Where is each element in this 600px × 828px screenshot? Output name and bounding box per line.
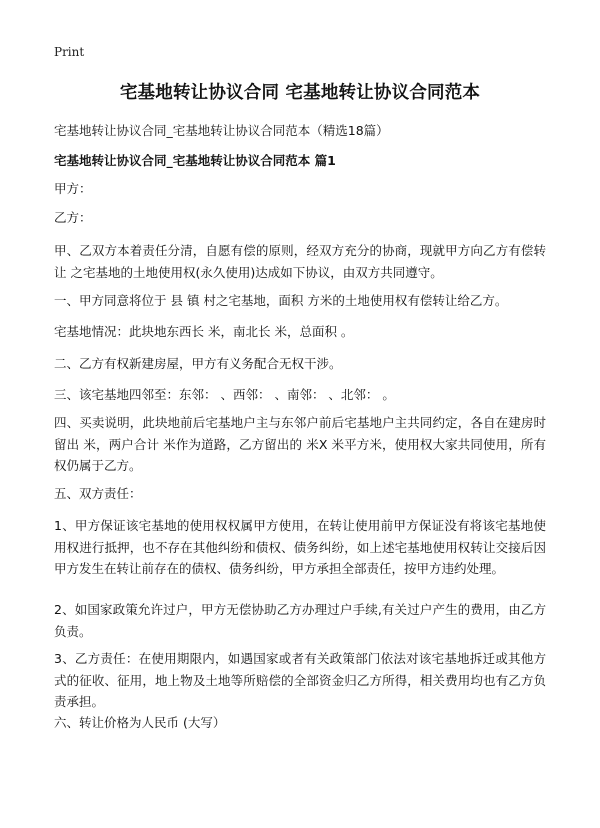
clause-1: 一、甲方同意将位于 县 镇 村之宅基地，面积 方米的土地使用权有偿转让给乙方。: [54, 293, 508, 308]
page-title: 宅基地转让协议合同 宅基地转让协议合同范本: [119, 83, 481, 103]
intro-paragraph: 甲、乙双方本着责任分清，自愿有偿的原则，经双方充分的协商，现就甲方向乙方有偿转让 之宅基地的土地使用权(永久使用)达成如下协议，由双方共同遵守。: [54, 243, 546, 280]
document-subtitle: 宅基地转让协议合同_宅基地转让协议合同范本（精选18篇）: [54, 123, 389, 138]
clause-5-1: 1、甲方保证该宅基地的使用权权属甲方使用，在转让使用前甲方保证没有将该宅基地使用权进行抵押，也不存在其他纠纷和债权、债务纠纷，如上述宅基地使用权转让交接后因甲方发生在转让前存在的债权、债务纠纷，甲方承担全部责任，按甲方违约处理。: [54, 518, 546, 576]
party-a-line: 甲方：: [54, 181, 92, 196]
section-heading: 宅基地转让协议合同_宅基地转让协议合同范本 篇1: [54, 153, 336, 168]
party-b-line: 乙方：: [54, 210, 92, 225]
clause-4: 四、买卖说明，此块地前后宅基地户主与东邻户前后宅基地户主共同约定，各自在建房时留出 米，两户合计 米作为道路，乙方留出的 米X 米平方米，使用权大家共同使用，所有权仍属于乙方。: [54, 415, 546, 473]
clause-3: 三、该宅基地四邻至：东邻： 、西邻： 、南邻： 、北邻： 。: [54, 387, 395, 402]
clause-6: 六、转让价格为人民币 (大写）: [54, 715, 226, 730]
clause-5: 五、双方责任：: [54, 486, 142, 501]
clause-2: 二、乙方有权新建房屋，甲方有义务配合无权干涉。: [54, 356, 342, 371]
clause-5-2: 2、如国家政策允许过户，甲方无偿协助乙方办理过户手续,有关过户产生的费用，由乙方负责。: [54, 602, 546, 639]
site-info: 宅基地情况：此块地东西长 米，南北长 米，总面积 。: [54, 324, 354, 339]
print-link[interactable]: Print: [54, 45, 85, 59]
clause-5-3: 3、乙方责任：在使用期限内，如遇国家或者有关政策部门依法对该宅基地拆迁或其他方式的征收、征用，地上物及土地等所赔偿的全部资金归乙方所得，相关费用均也有乙方负责承担。: [54, 651, 546, 709]
